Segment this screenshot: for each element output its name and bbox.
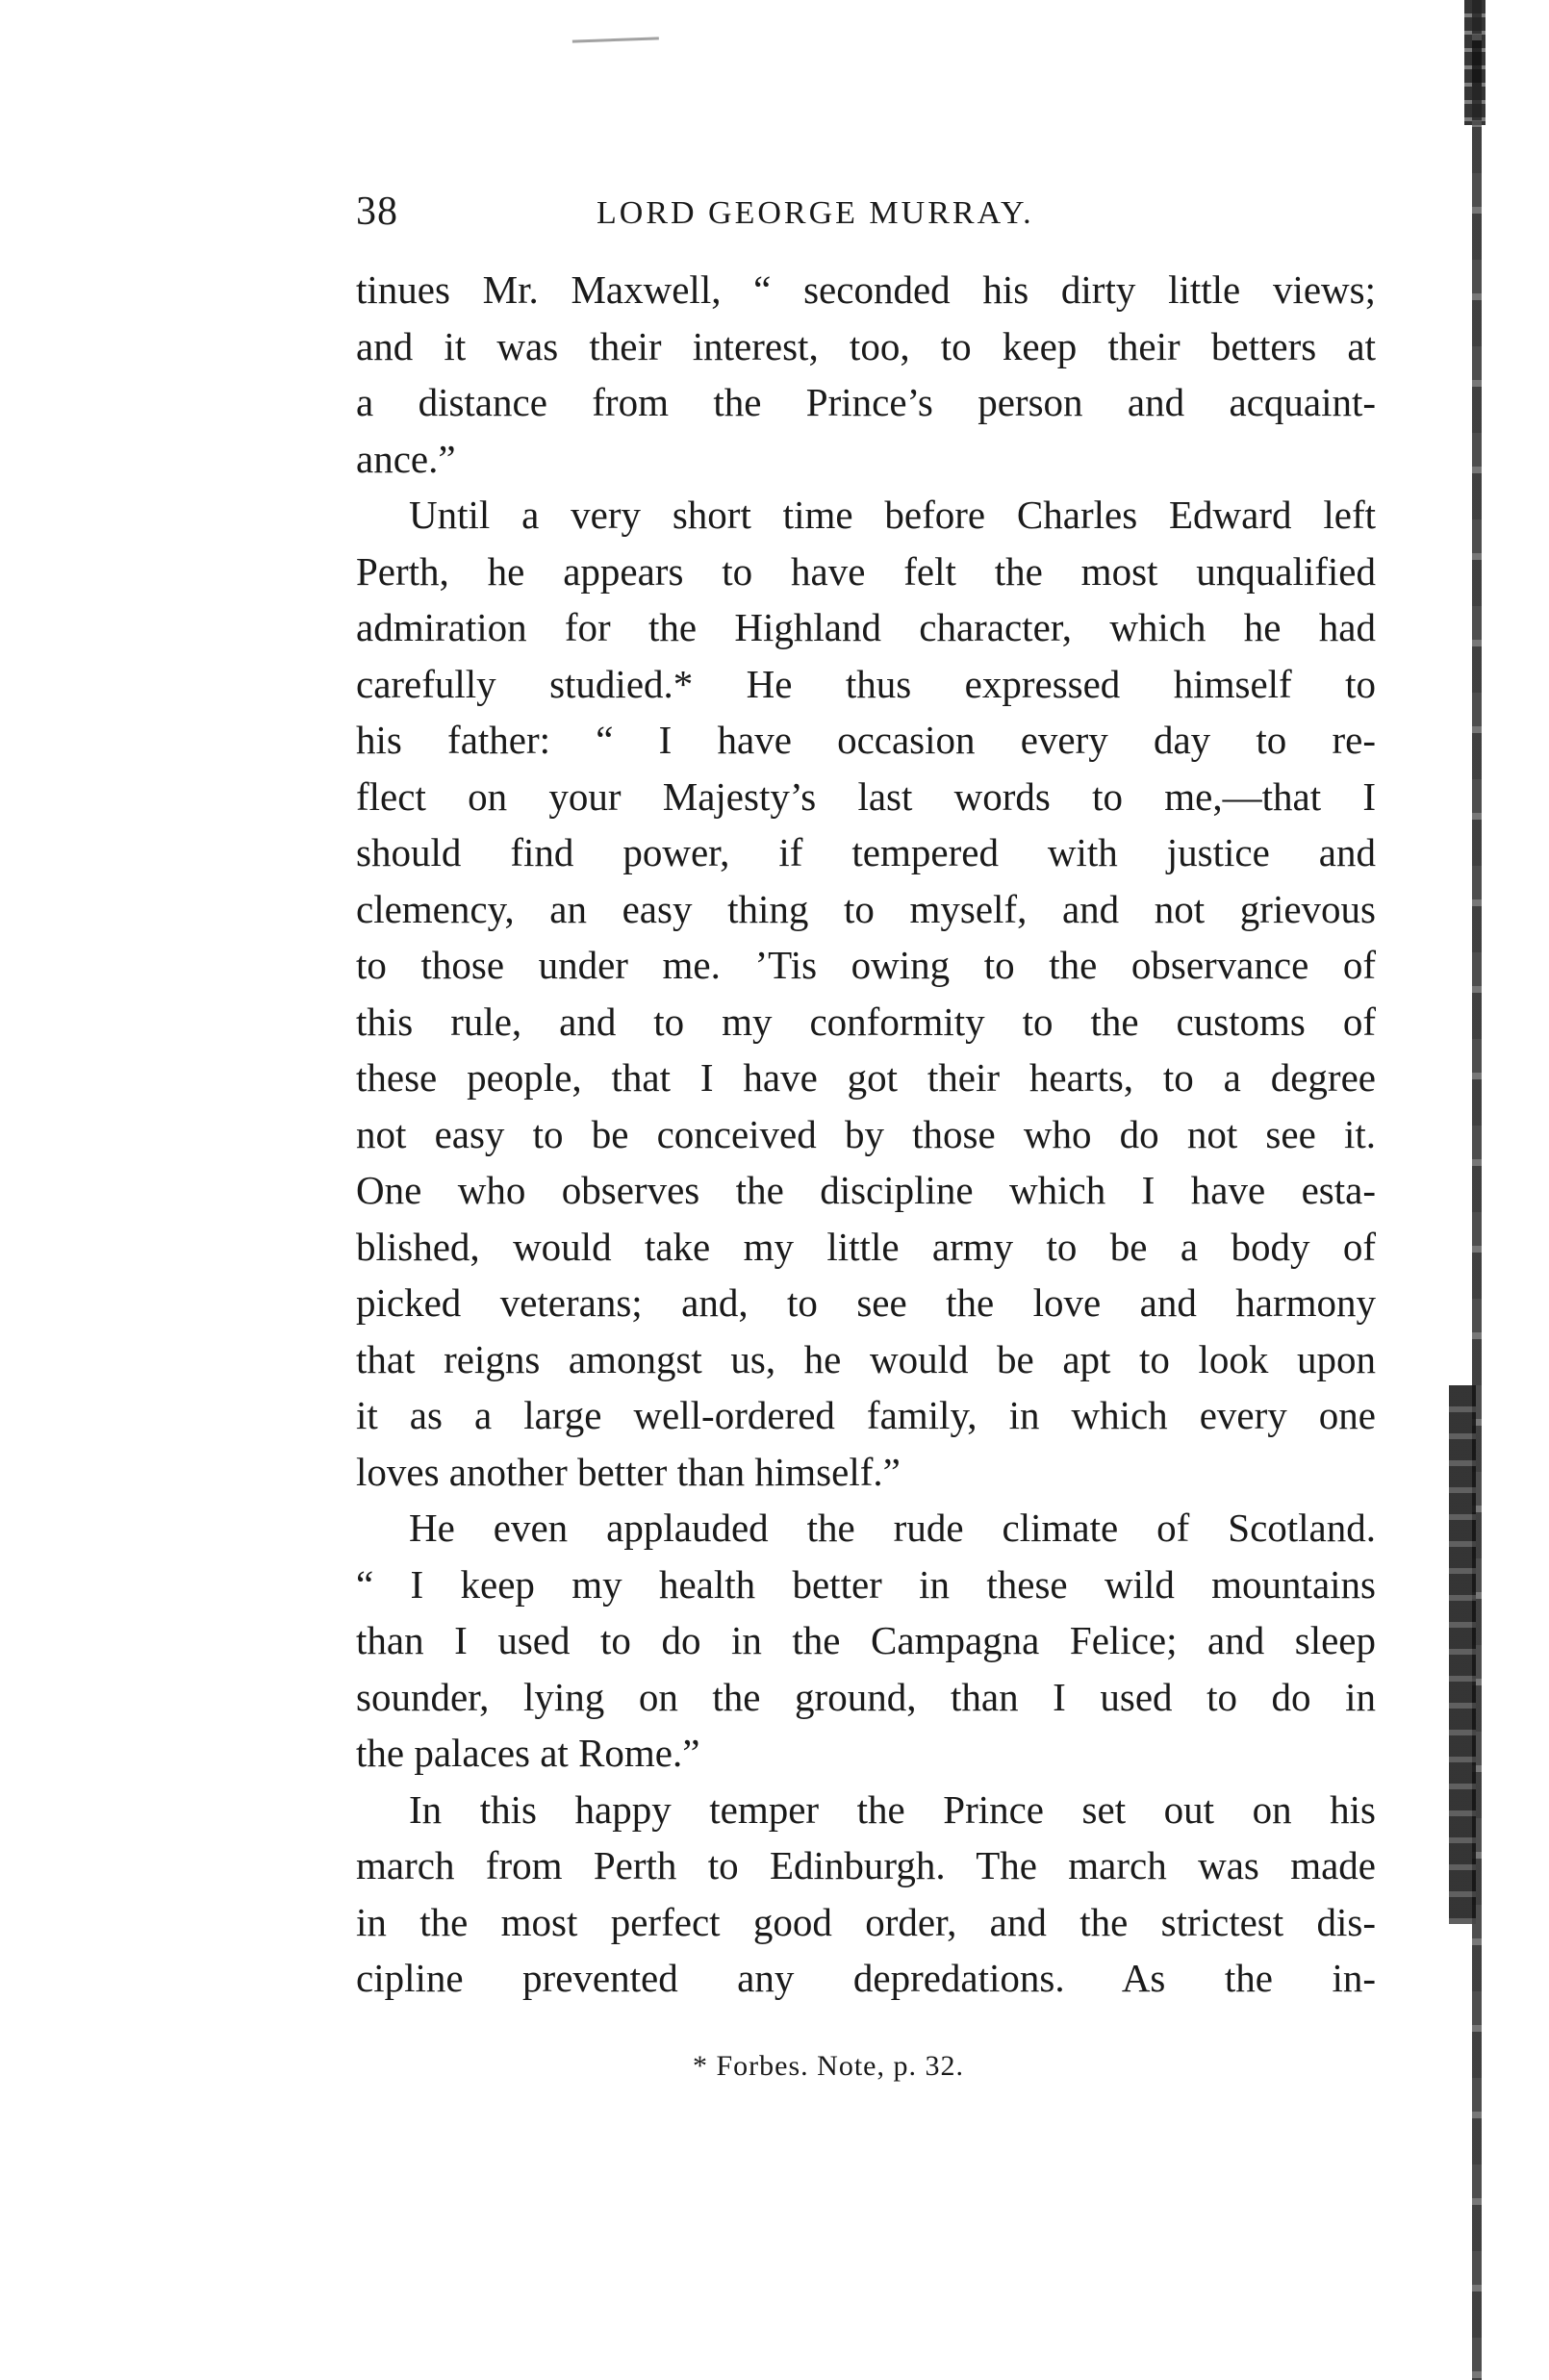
text-line: picked veterans; and, to see the love and harmony	[356, 1280, 1376, 1325]
text-line: should find power, if tempered with justice and	[356, 830, 1376, 874]
running-head: LORD GEORGE MURRAY.	[597, 195, 1034, 231]
text-line: ance.”	[356, 436, 456, 481]
text-line: march from Perth to Edinburgh. The march was made	[356, 1843, 1376, 1887]
ink-mark	[572, 37, 659, 50]
page-header	[356, 183, 1414, 241]
paragraph	[356, 262, 1376, 487]
text-line: the palaces at Rome.”	[356, 1731, 700, 1775]
text-line: Perth, he appears to have felt the most unqualified	[356, 548, 1376, 594]
text-line: than I used to do in the Campagna Felice; and sleep	[356, 1618, 1376, 1662]
text-line: One who observes the discipline which I have esta-	[356, 1168, 1376, 1212]
text-line: a distance from the Prince’s person and acquaint-	[356, 380, 1376, 424]
text-line: carefully studied.* He thus expressed himself to	[356, 661, 1376, 706]
text-line: his father: “ I have occasion every day to re-	[356, 718, 1376, 762]
text-line: that reigns amongst us, he would be apt to look upon	[356, 1336, 1376, 1381]
text-line: not easy to be conceived by those who do not see it.	[356, 1111, 1376, 1156]
paragraph	[356, 487, 1376, 1500]
text-line: sounder, lying on the ground, than I used to do in	[356, 1674, 1376, 1719]
text-line: He even applauded the rude climate of Scotland.	[409, 1506, 1376, 1550]
text-line: to those under me. ’Tis owing to the observance of	[356, 943, 1376, 987]
text-line: and it was their interest, too, to keep their betters at	[356, 323, 1376, 368]
text-line: blished, would take my little army to be a body of	[356, 1224, 1376, 1269]
text-line: cipline prevented any depredations. As the in-	[356, 1956, 1376, 2000]
text-line: Until a very short time before Charles Edward left	[409, 493, 1376, 537]
page-number: 38	[356, 190, 398, 234]
text-line: admiration for the Highland character, which he had	[356, 605, 1376, 649]
text-line: clemency, an easy thing to myself, and not grievous	[356, 886, 1376, 931]
text-line: tinues Mr. Maxwell, “ seconded his dirty little views;	[356, 267, 1376, 312]
text-line: this rule, and to my conformity to the customs of	[356, 999, 1376, 1044]
text-line: In this happy temper the Prince set out on his	[409, 1786, 1376, 1832]
text-line: “ I keep my health better in these wild mountains	[356, 1561, 1376, 1607]
text-line: in the most perfect good order, and the strictest dis-	[356, 1899, 1376, 1944]
binding-shadow	[1449, 1385, 1476, 1924]
binding-edge	[1472, 0, 1482, 2380]
text-line: these people, that I have got their hearts, to a degree	[356, 1055, 1376, 1100]
body-text	[356, 262, 1376, 2007]
text-line: loves another better than himself.”	[356, 1449, 901, 1494]
footnote: * Forbes. Note, p. 32.	[693, 2050, 964, 2082]
text-line: it as a large well-ordered family, in which every one	[356, 1393, 1376, 1437]
paragraph	[356, 1500, 1376, 1782]
paragraph	[356, 1782, 1376, 2007]
text-line: flect on your Majesty’s last words to me,—that I	[356, 773, 1376, 819]
